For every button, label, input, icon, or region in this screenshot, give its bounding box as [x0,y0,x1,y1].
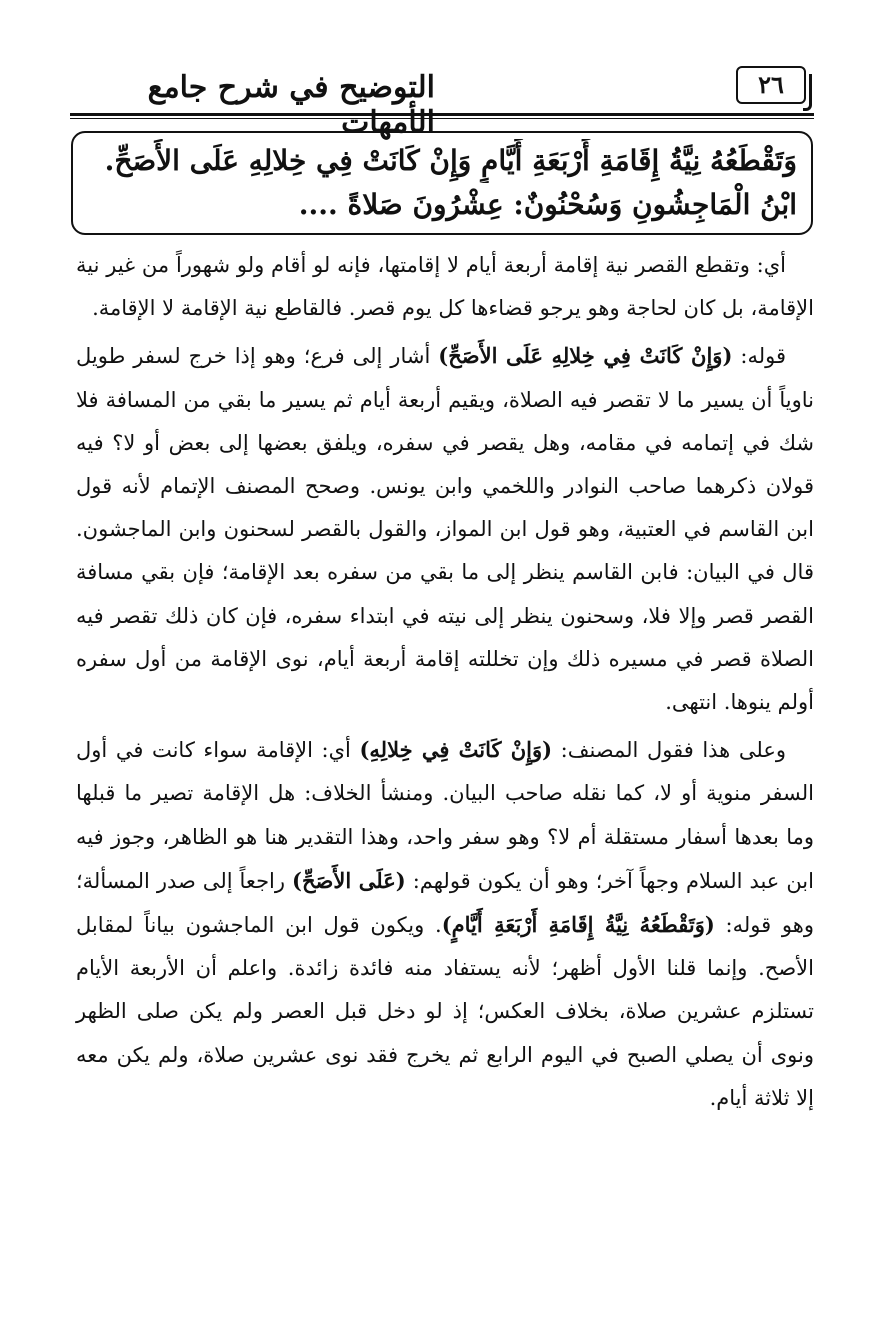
paragraph-2-quote: (وَإِنْ كَانَتْ فِي خِلالِهِ عَلَى الأَصَحِّ) [438,343,733,369]
matn-line-1: وَتَقْطَعُهُ نِيَّةُ إِقَامَةِ أَرْبَعَةِ أَيَّامٍ وَإِنْ كَانَتْ فِي خِلالِهِ عَلَى الأَصَحِّ. [104,144,797,177]
paragraph-3-quote-1: (وَإِنْ كَانَتْ فِي خِلالِهِ) [359,737,553,763]
paragraph-3-quote-2: (عَلَى الأَصَحِّ) [292,867,406,893]
matn-box [71,131,813,235]
paragraph-2 [76,334,814,724]
running-head-title: التوضيح في شرح جامع الأمهات [147,70,435,140]
paragraph-3 [76,728,814,1120]
paragraph-3-rest: . ويكون قول ابن الماجشون بياناً لمقابل الأصح. وإنما قلنا الأول أظهر؛ لأنه يستفاد منه فائدة زائدة. واعلم أن الأربعة الأيام تستلزم عشرين صلاة، بخلاف العكس؛ إذ لو دخل قبل العصر ولم يكن صلى الظهر ونوى أن يصلي الصبح في اليوم الرابع ثم يخرج فقد نوى عشرين صلاة، ولم يكن معه إلا ثلاثة أيام. [76,913,814,1110]
header-rule [70,113,814,116]
paragraph-3-mid-2: راجعاً إلى صدر المسألة؛ وهو قوله: [76,868,814,938]
paragraph-3-quote-3: (وَتَقْطَعُهُ نِيَّةُ إِقَامَةِ أَرْبَعَةِ أَيَّامٍ) [441,912,715,938]
paragraph-1 [76,244,814,330]
paragraph-1-text: أي: وتقطع القصر نية إقامة أربعة أيام لا إقامتها، فإنه لو أقام ولو شهوراً من غير نية الإقامة، بل كان لحاجة وهو يرجو قضاءها كل يوم قصر. فالقاطع نية الإقامة لا الإقامة. [76,253,814,321]
matn-line-2: ابْنُ الْمَاجِشُونِ وَسُحْنُونٌ: عِشْرُونَ صَلاةً .... [298,188,797,221]
paragraph-2-lead: قوله: [732,344,786,369]
commentary-body [76,244,814,1124]
paragraph-3-lead: وعلى هذا فقول المصنف: [552,738,786,763]
paragraph-3-mid-1: أي: الإقامة سواء كانت في أول السفر منوية أو لا، كما نقله صاحب البيان. ومنشأ الخلاف: هل الإقامة تصير ما قبلها وما بعدها أسفار مستقلة أم لا؟ وهو سفر واحد، وهذا التقدير هنا هو الظاهر، وجوز فيه ابن عبد السلام وجهاً آخر؛ وهو أن يكون قولهم: [76,738,814,893]
page-number: ٢٦ [736,66,806,104]
header-rule-thin [70,118,814,119]
paragraph-2-rest: أشار إلى فرع؛ وهو إذا خرج لسفر طويل ناوياً أن يسير ما لا تقصر فيه الصلاة، ويقيم أربعة أيام ثم يسير ما بقي من المسافة فلا شك في إتمامه في مقامه، وهل يقصر في سفره، ويلفق بعضها إلى بعض أو لا؟ فيه قولان ذكرهما صاحب النوادر واللخمي وابن يونس. وصحح المصنف الإتمام لأنه قول ابن القاسم في العتبية، وهو قول ابن المواز، والقول بالقصر لسحنون وابن الماجشون. قال في البيان: فابن القاسم ينظر إلى ما بقي من سفره بعد الإقامة؛ فإن بقي مسافة القصر قصر وإلا فلا، وسحنون ينظر إلى نيته في ابتداء سفره، فإن كان ذلك تقصر فيه الصلاة قصر في مسيره ذلك وإن تخللته إقامة أربعة أيام، نوى الإقامة من أول سفره أولم ينوها. انتهى. [76,344,814,715]
